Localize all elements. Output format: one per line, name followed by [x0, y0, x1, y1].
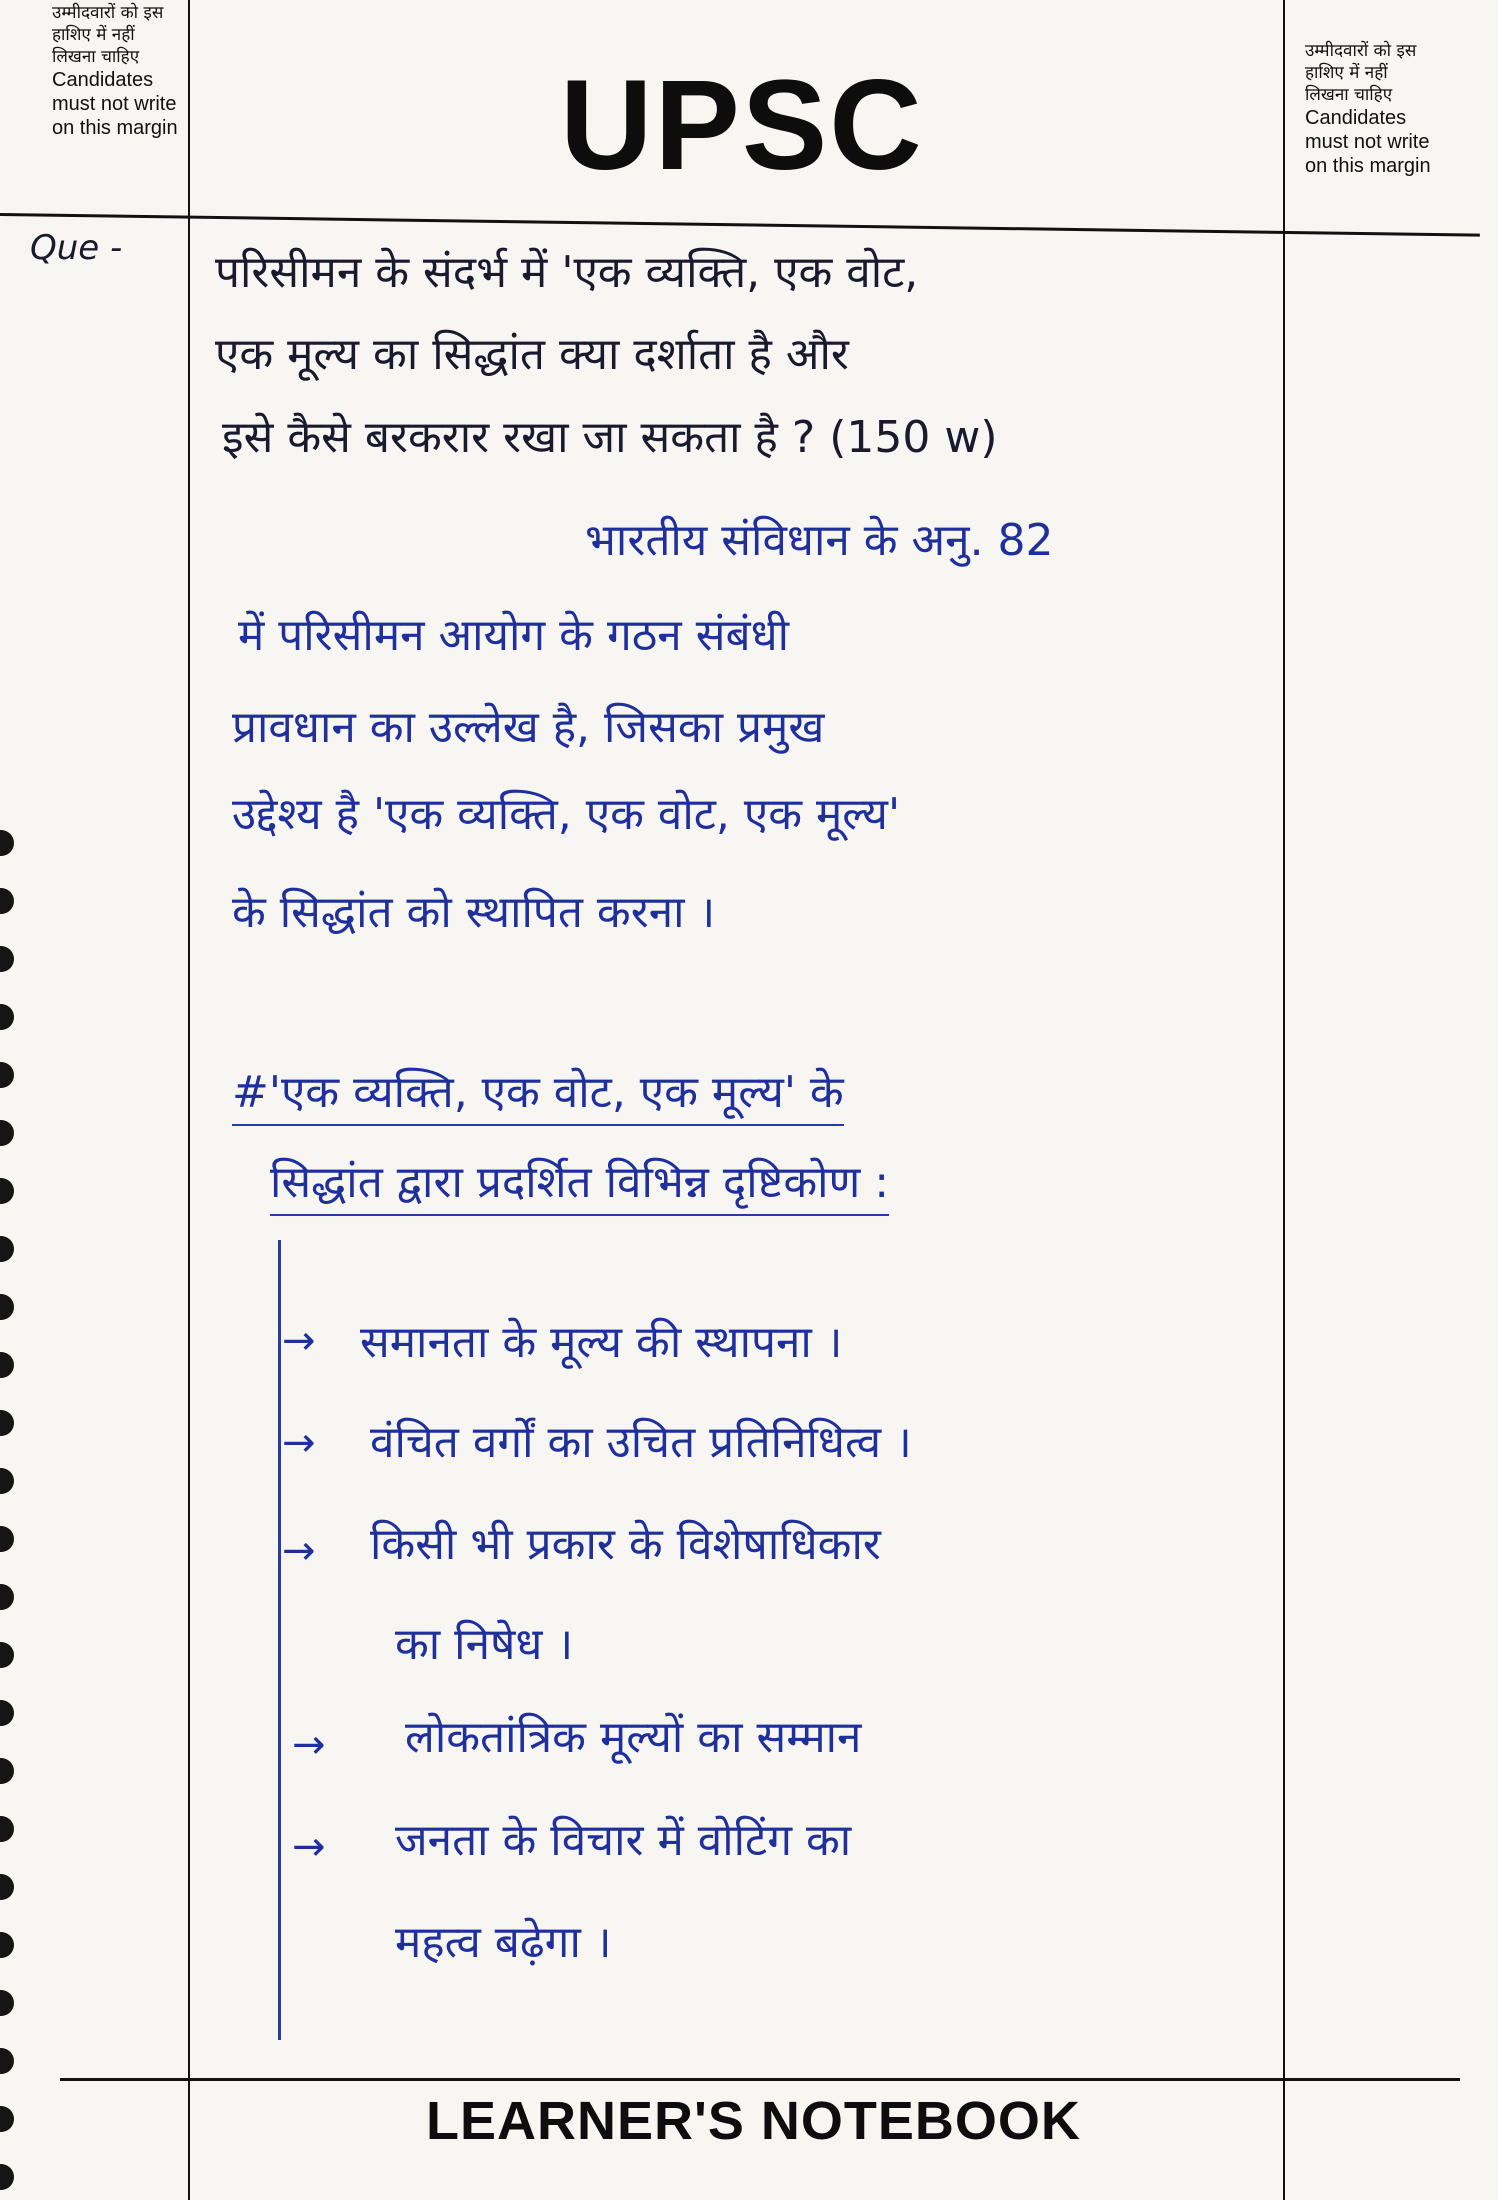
answer-intro-line-3: प्रावधान का उल्लेख है, जिसका प्रमुख	[232, 702, 825, 753]
spiral-ring	[0, 1410, 14, 1436]
spiral-ring	[0, 2164, 14, 2190]
spiral-ring	[0, 888, 14, 914]
spiral-ring	[0, 1120, 14, 1146]
list-connector-line	[278, 1240, 281, 2040]
spiral-ring	[0, 1004, 14, 1030]
list-item: समानता के मूल्य की स्थापना ।	[360, 1317, 843, 1368]
spiral-ring	[0, 1990, 14, 2016]
question-line-1: परिसीमन के संदर्भ में 'एक व्यक्ति, एक वोट,	[215, 247, 919, 298]
spiral-ring	[0, 1874, 14, 1900]
right-margin-note-hi: उम्मीदवारों को इस हाशिए में नहीं लिखना चाहिए	[1305, 41, 1417, 105]
spiral-ring	[0, 1062, 14, 1088]
spiral-ring	[0, 1700, 14, 1726]
spiral-ring	[0, 1758, 14, 1784]
left-margin-note	[52, 2, 182, 140]
spiral-ring	[0, 1236, 14, 1262]
spiral-ring	[0, 1352, 14, 1378]
answer-intro-line-1: भारतीय संविधान के अनु. 82	[585, 515, 1054, 566]
spiral-ring	[0, 1468, 14, 1494]
arrow-icon: →	[282, 1318, 316, 1364]
spiral-ring	[0, 1526, 14, 1552]
list-item: जनता के विचार में वोटिंग का	[395, 1815, 852, 1866]
answer-intro-line-2: में परिसीमन आयोग के गठन संबंधी	[238, 610, 790, 661]
arrow-icon: →	[282, 1420, 316, 1466]
arrow-icon: →	[282, 1528, 316, 1574]
spiral-ring	[0, 1584, 14, 1610]
spiral-ring	[0, 1178, 14, 1204]
list-item: किसी भी प्रकार के विशेषाधिकार	[370, 1519, 881, 1570]
arrow-icon: →	[292, 1824, 326, 1870]
answer-intro-line-5: के सिद्धांत को स्थापित करना ।	[232, 887, 716, 938]
section-heading-line-1: #'एक व्यक्ति, एक वोट, एक मूल्य' के	[232, 1060, 844, 1126]
section-heading-line-2: सिद्धांत द्वारा प्रदर्शित विभिन्न दृष्टिकोण :	[270, 1150, 889, 1216]
question-line-2: एक मूल्य का सिद्धांत क्या दर्शाता है और	[215, 329, 849, 380]
header-rule	[0, 213, 1480, 237]
spiral-ring	[0, 2048, 14, 2074]
spiral-ring	[0, 2106, 14, 2132]
list-item-continuation: महत्व बढ़ेगा ।	[395, 1917, 612, 1968]
left-margin-note-en: Candidates must not write on this margin	[52, 69, 178, 139]
footer-rule	[60, 2078, 1460, 2081]
question-label: Que -	[30, 228, 123, 268]
right-margin-note-en: Candidates must not write on this margin	[1305, 107, 1431, 177]
list-item: लोकतांत्रिक मूल्यों का सम्मान	[405, 1712, 862, 1763]
spiral-ring	[0, 1642, 14, 1668]
right-margin-line	[1283, 0, 1285, 2200]
question-line-3: इसे कैसे बरकरार रखा जा सकता है ? (150 w)	[222, 412, 998, 463]
spiral-ring	[0, 1816, 14, 1842]
spiral-ring	[0, 946, 14, 972]
spiral-ring	[0, 830, 14, 856]
answer-intro-line-4: उद्देश्य है 'एक व्यक्ति, एक वोट, एक मूल्य'	[232, 789, 901, 840]
list-item: वंचित वर्गों का उचित प्रतिनिधित्व ।	[370, 1417, 912, 1468]
left-margin-note-hi: उम्मीदवारों को इस हाशिए में नहीं लिखना चाहिए	[52, 3, 164, 67]
right-margin-note	[1305, 40, 1435, 178]
left-margin-line	[188, 0, 190, 2200]
page-title: UPSC	[560, 54, 924, 197]
footer-title: LEARNER'S NOTEBOOK	[426, 2091, 1081, 2151]
arrow-icon: →	[292, 1722, 326, 1768]
spiral-ring	[0, 1932, 14, 1958]
list-item-continuation: का निषेध ।	[395, 1619, 574, 1670]
spiral-ring	[0, 1294, 14, 1320]
